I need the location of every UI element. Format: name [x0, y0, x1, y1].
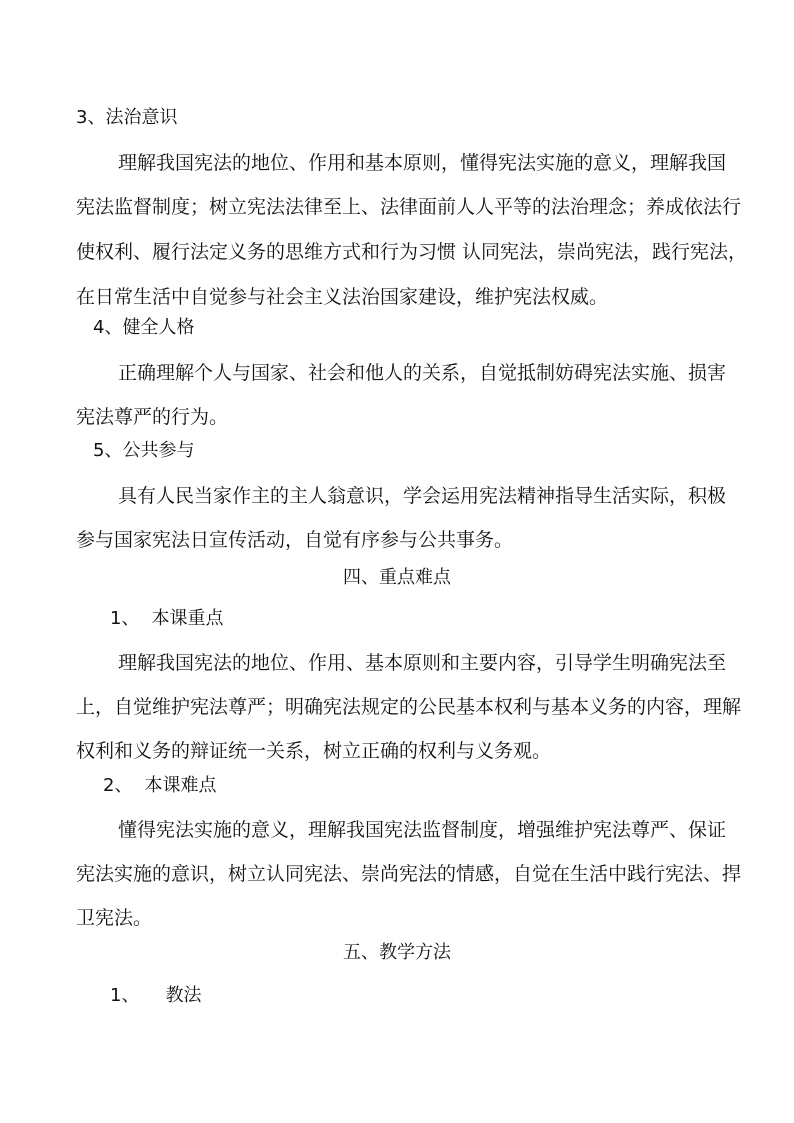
subsection-heading-teaching-methods [110, 983, 201, 1009]
paragraph-line: 正确理解个人与国家、社会和他人的关系，自觉抵制妨碍宪法实施、损害 [118, 362, 727, 384]
section-heading-text: 公共参与 [122, 440, 195, 461]
subsection-heading-text: 本课难点 [144, 775, 217, 796]
paragraph-line: 上，自觉维护宪法尊严；明确宪法规定的公民基本权利与基本义务的内容，理解 [76, 696, 742, 718]
subsection-number: 2、 [103, 775, 133, 796]
paragraph-line: 卫宪法。 [76, 907, 153, 929]
section-heading-text: 法治意识 [105, 107, 178, 128]
subsection-heading-key-points [110, 606, 223, 632]
paragraph-line: 理解我国宪法的地位、作用、基本原则和主要内容，引导学生明确宪法至 [118, 652, 727, 674]
subsection-number: 1、 [110, 608, 140, 629]
subsection-heading-text: 教法 [165, 985, 202, 1006]
paragraph-line: 宪法尊严的行为。 [76, 406, 229, 428]
paragraph-line: 宪法监督制度；树立宪法法律至上、法律面前人人平等的法治理念；养成依法行 [76, 196, 742, 218]
paragraph-line: 使权利、履行法定义务的思维方式和行为习惯 认同宪法，崇尚宪法，践行宪法， [76, 241, 748, 263]
section-heading-4 [93, 315, 194, 341]
section-number: 4、 [93, 317, 123, 338]
paragraph-line: 宪法实施的意识，树立认同宪法、崇尚宪法的情感，自觉在生活中践行宪法、捍 [76, 863, 742, 885]
section-heading-3 [76, 105, 177, 131]
paragraph-line: 理解我国宪法的地位、作用和基本原则，懂得宪法实施的意义，理解我国 [118, 152, 727, 174]
paragraph-line: 在日常生活中自觉参与社会主义法治国家建设，维护宪法权威。 [76, 286, 609, 308]
section-number: 3、 [76, 107, 106, 128]
paragraph-line: 具有人民当家作主的主人翁意识，学会运用宪法精神指导生活实际，积极 [118, 485, 727, 507]
part-title-5: 五、教学方法 [343, 942, 451, 963]
subsection-number: 1、 [110, 985, 140, 1006]
section-heading-text: 健全人格 [122, 317, 195, 338]
part-title-4: 四、重点难点 [343, 567, 451, 588]
paragraph-line: 参与国家宪法日宣传活动，自觉有序参与公共事务。 [76, 529, 514, 551]
section-number: 5、 [93, 440, 123, 461]
subsection-heading-difficulties [103, 773, 216, 799]
paragraph-line: 权利和义务的辩证统一关系，树立正确的权利与义务观。 [76, 740, 552, 762]
subsection-heading-text: 本课重点 [151, 608, 224, 629]
section-heading-5 [93, 438, 194, 464]
paragraph-line: 懂得宪法实施的意义，理解我国宪法监督制度，增强维护宪法尊严、保证 [118, 819, 727, 841]
